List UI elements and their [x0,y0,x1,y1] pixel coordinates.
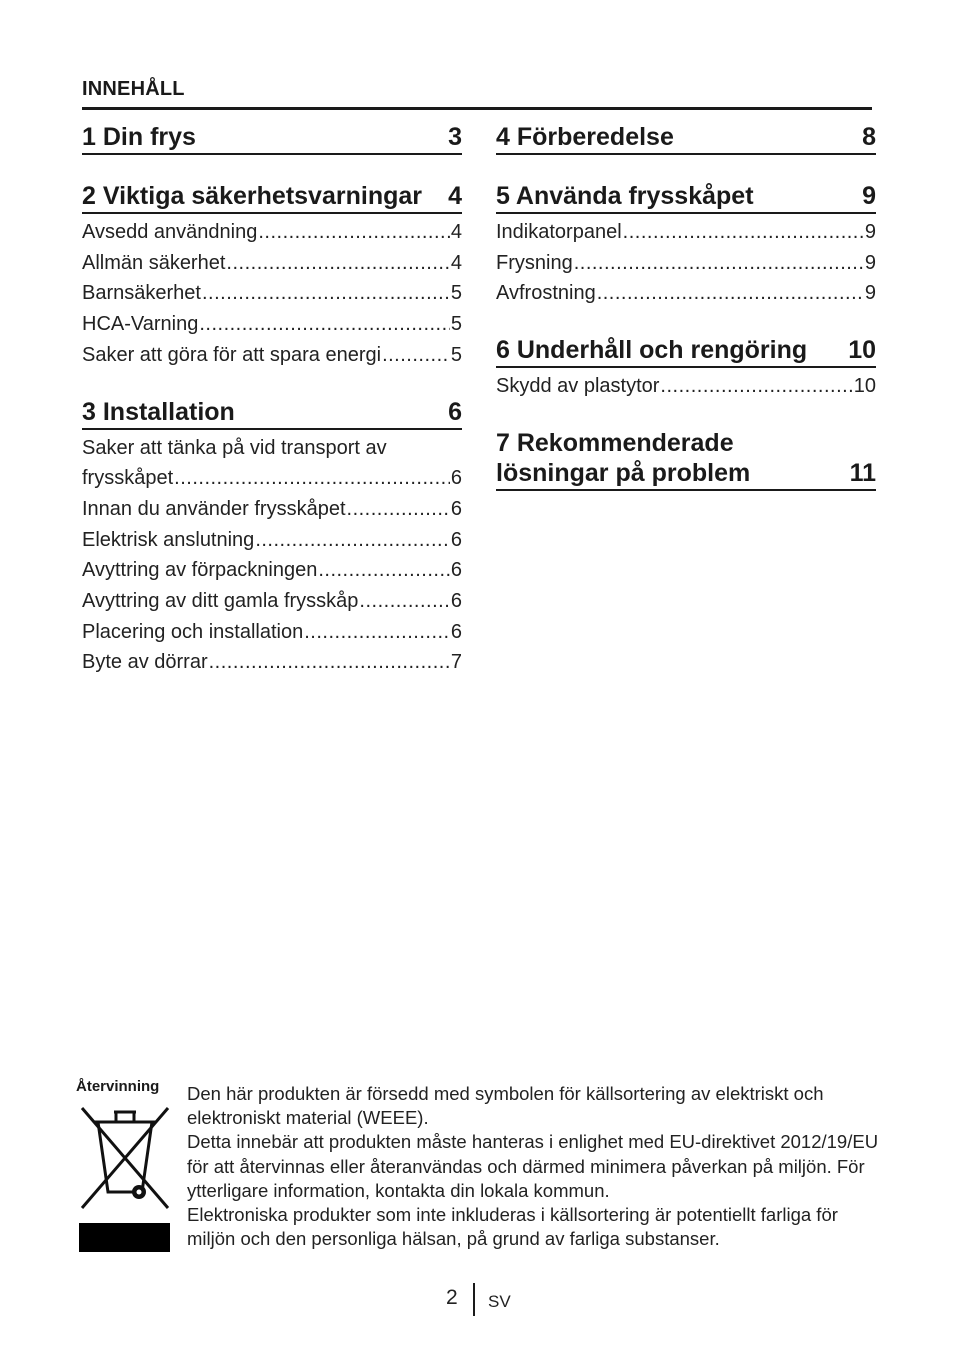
dot-leader [202,278,450,309]
section-title: 1 Din frys [82,123,196,151]
toc-entry[interactable] [82,647,462,678]
toc-section [496,335,876,402]
dot-leader [597,278,864,309]
toc-entry-page-number: 9 [864,251,876,274]
recycling-paragraph-1: Den här produkten är försedd med symbolen för källsortering av elektriskt och elektroniskt material (WEEE). [187,1083,824,1129]
crossed-out-wheelie-bin-icon [80,1104,170,1214]
toc-entry-label: Skydd av plastytor [496,375,660,398]
toc-entry-label: Frysning [496,251,573,274]
toc-entry-label: Placering och installation [82,620,304,643]
toc-entry[interactable] [82,309,462,340]
dot-leader [199,309,450,340]
section-title: 7 Rekommenderade lösningar på problem [496,428,751,487]
section-page-number: 11 [849,458,876,487]
toc-entry-page-number: 4 [450,221,462,243]
recycling-paragraph-2: Detta innebär att produkten måste hanteras i enlighet med EU-direktivet 2012/19/EU för att återvinnas eller återanvändas och därmed minimera påverkan på miljön. För ytterligare information, kontakta din lokala kommun. [187,1131,879,1201]
toc-section-heading[interactable] [496,122,876,155]
toc-entry-label: Avyttring av ditt gamla frysskåp [82,590,359,613]
dot-leader [304,617,450,648]
toc-entry[interactable] [496,217,876,248]
dot-leader [660,371,852,402]
footer-separator [473,1283,475,1316]
toc-entry[interactable] [82,494,462,525]
toc-entry-page-number: 9 [864,221,876,243]
dot-leader [359,586,449,617]
toc-entry-page-number: 6 [450,559,462,582]
dot-leader [209,647,450,678]
toc-entry-label: Barnsäkerhet [82,282,201,305]
section-page-number: 3 [448,123,462,151]
toc-entry[interactable] [82,586,462,617]
recycling-label: Återvinning [76,1078,160,1095]
toc-entry[interactable] [82,217,462,248]
toc-title: INNEHÅLL [82,78,185,100]
toc-entry[interactable] [82,340,462,371]
toc-entry-label: Saker att göra för att spara energi [82,343,382,366]
section-title: 3 Installation [82,397,235,426]
language-code: SV [488,1292,511,1311]
toc-entry-label: Allmän säkerhet [82,251,226,274]
toc-section-heading[interactable] [82,122,462,155]
weee-black-bar [79,1223,170,1252]
toc-section [496,181,876,309]
toc-entry[interactable] [82,278,462,309]
toc-entry[interactable] [82,463,462,494]
dot-leader [226,248,449,279]
toc-entry-list [496,217,876,309]
dot-leader [318,555,450,586]
toc-section-heading[interactable] [496,428,876,491]
toc-entry-page-number: 9 [864,282,876,305]
section-page-number: 4 [448,182,462,210]
section-page-number: 10 [848,336,876,365]
toc-entry-page-number: 6 [450,497,462,520]
dot-leader [623,217,864,248]
page-number: 2 [446,1286,458,1309]
toc-entry-page-number: 10 [853,375,876,398]
toc-entry-label: HCA-Varning [82,313,199,336]
toc-entry-list [82,217,462,371]
dot-leader [574,248,864,279]
toc-left-column [82,122,462,704]
dot-leader [347,494,450,525]
title-rule [82,107,872,110]
toc-entry-label: Innan du använder frysskåpet [82,497,346,520]
toc-entry-label: frysskåpet [82,467,174,490]
toc-section-heading[interactable] [496,335,876,368]
toc-entry-page-number: 7 [450,651,462,674]
toc-entry-page-number: 6 [450,590,462,613]
toc-entry-list [496,371,876,402]
toc-section [82,181,462,371]
section-page-number: 6 [448,397,462,426]
toc-entry-label: Avyttring av förpackningen [82,559,318,582]
toc-entry-page-number: 6 [450,528,462,551]
toc-entry-list [82,433,462,679]
toc-right-column [496,122,876,517]
section-title: 6 Underhåll och rengöring [496,336,808,365]
dot-leader [382,340,450,371]
toc-entry-page-number: 5 [450,343,462,366]
recycling-notice [187,1082,887,1251]
toc-entry-page-number: 4 [450,251,462,274]
toc-section [496,122,876,155]
toc-entry[interactable] [496,248,876,279]
toc-section-heading[interactable] [82,181,462,214]
toc-entry-label: Avfrostning [496,282,596,305]
section-title: 4 Förberedelse [496,123,674,151]
toc-entry-page-number: 6 [450,467,462,490]
toc-entry[interactable] [82,555,462,586]
section-title: 2 Viktiga säkerhetsvarningar [82,182,422,210]
dot-leader [174,463,450,494]
toc-entry-label: Byte av dörrar [82,651,208,674]
toc-section-heading[interactable] [82,397,462,430]
toc-entry[interactable] [82,617,462,648]
toc-entry-label: Avsedd användning [82,221,258,243]
toc-section [82,122,462,155]
toc-section [82,397,462,679]
toc-section [496,428,876,491]
dot-leader [258,217,450,248]
toc-entry-label: Elektrisk anslutning [82,528,255,551]
toc-entry-page-number: 5 [450,313,462,336]
dot-leader [255,525,450,556]
section-title: 5 Använda frysskåpet [496,182,754,210]
recycling-paragraph-3: Elektroniska produkter som inte inkluderas i källsortering är potentiellt farliga för miljön och den personliga hälsan, på grund av farliga substanser. [187,1204,838,1250]
toc-entry[interactable] [82,525,462,556]
toc-entry-label-line: Saker att tänka på vid transport av [82,436,387,459]
toc-section-heading[interactable] [496,181,876,214]
section-page-number: 9 [862,182,876,210]
toc-entry[interactable] [496,371,876,402]
toc-entry-page-number: 5 [450,282,462,305]
toc-entry-page-number: 6 [450,620,462,643]
toc-entry-label: Indikatorpanel [496,221,622,243]
toc-entry[interactable] [82,248,462,279]
section-page-number: 8 [862,123,876,151]
toc-entry[interactable] [496,278,876,309]
